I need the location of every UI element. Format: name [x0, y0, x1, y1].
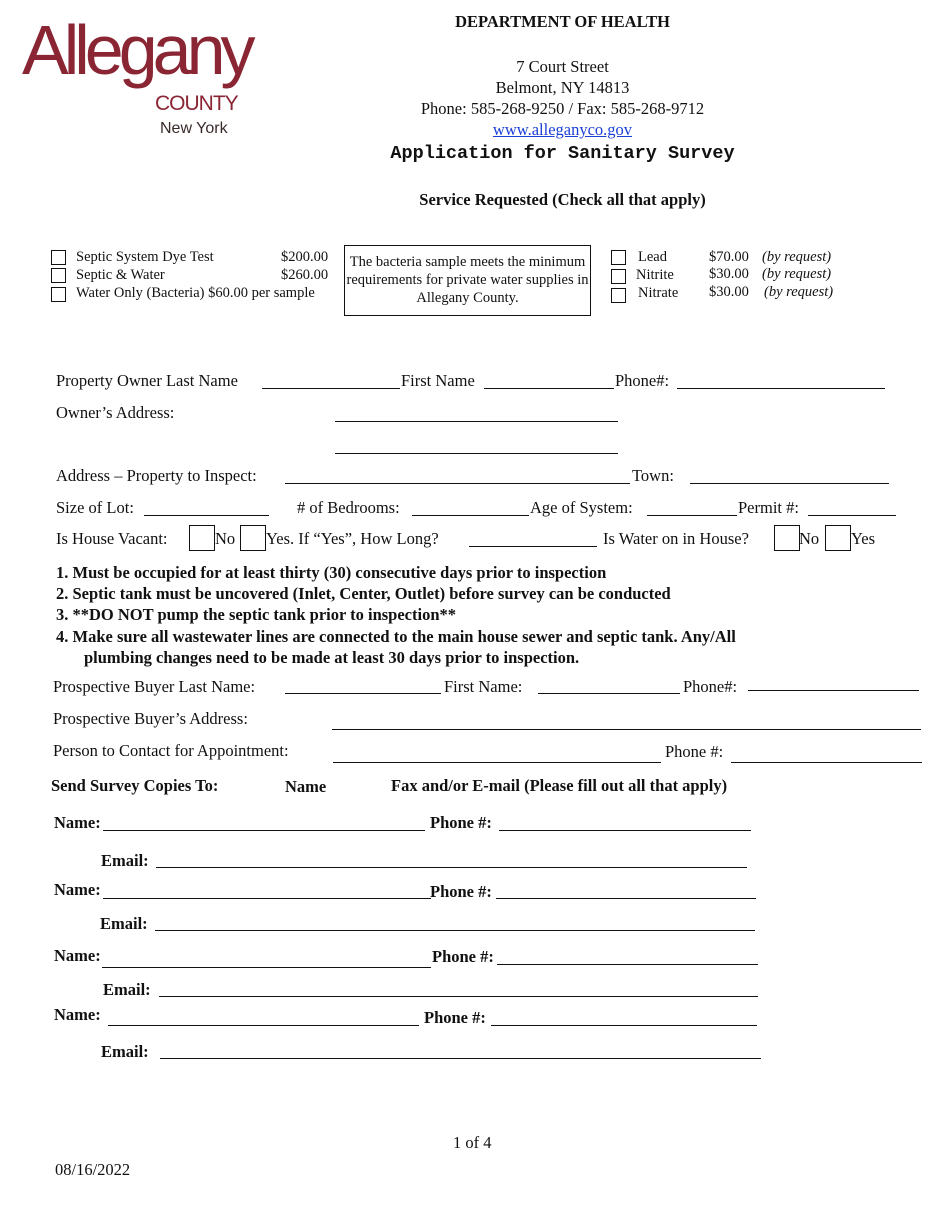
recipient-3-email-label: Email: — [103, 980, 151, 999]
requirement-4-continued: plumbing changes need to be made at least 30 days prior to inspection. — [84, 648, 580, 667]
buyer-first-name-label: First Name: — [444, 677, 523, 696]
permit-label: Permit #: — [738, 498, 799, 517]
recipient-1-phone-field[interactable] — [499, 830, 751, 831]
recipient-1-phone-label: Phone #: — [430, 813, 492, 832]
buyer-last-name-field[interactable] — [285, 693, 441, 694]
service-nitrite-label: Nitrite — [636, 267, 674, 283]
owner-last-name-label: Property Owner Last Name — [56, 371, 238, 390]
service-septic-water-label: Septic & Water — [76, 267, 165, 283]
department-name: DEPARTMENT OF HEALTH — [455, 12, 670, 31]
recipient-2-name-label: Name: — [54, 880, 101, 899]
bedrooms-label: # of Bedrooms: — [297, 498, 400, 517]
recipient-2-email-field[interactable] — [155, 930, 755, 931]
send-copies-heading: Send Survey Copies To: — [51, 776, 219, 795]
service-heading: Service Requested (Check all that apply) — [419, 190, 706, 209]
recipient-3-phone-label: Phone #: — [432, 947, 494, 966]
buyer-last-name-label: Prospective Buyer Last Name: — [53, 677, 256, 696]
recipient-3-email-field[interactable] — [159, 996, 758, 997]
permit-field[interactable] — [808, 515, 896, 516]
vacant-label: Is House Vacant: — [56, 529, 168, 548]
service-nitrite-price: $30.00 — [709, 266, 749, 282]
recipient-4-phone-label: Phone #: — [424, 1008, 486, 1027]
water-on-label: Is Water on in House? — [603, 529, 749, 548]
copies-fax-column: Fax and/or E-mail (Please fill out all that apply) — [391, 776, 728, 795]
town-label: Town: — [632, 466, 674, 485]
contact-phone-label: Phone #: — [665, 742, 724, 761]
recipient-4-phone-field[interactable] — [491, 1025, 757, 1026]
requirement-2: 2. Septic tank must be uncovered (Inlet, Center, Outlet) before survey can be conducted — [56, 584, 671, 603]
recipient-4-email-field[interactable] — [160, 1058, 761, 1059]
logo-county: COUNTY — [155, 92, 238, 115]
buyer-first-name-field[interactable] — [538, 693, 680, 694]
recipient-4-name-label: Name: — [54, 1005, 101, 1024]
service-lead-note: (by request) — [762, 249, 832, 265]
service-nitrite-note: (by request) — [762, 266, 832, 282]
vacant-duration-field[interactable] — [469, 546, 597, 547]
contact-phone-field[interactable] — [731, 762, 922, 763]
property-address-field[interactable] — [285, 483, 630, 484]
bacteria-note-box — [344, 245, 591, 316]
buyer-phone-label: Phone#: — [683, 677, 738, 696]
town-field[interactable] — [690, 483, 889, 484]
owner-first-name-label: First Name — [401, 371, 475, 390]
page-number: 1 of 4 — [453, 1133, 492, 1152]
buyer-phone-field[interactable] — [748, 690, 919, 691]
property-address-label: Address – Property to Inspect: — [56, 466, 257, 485]
owner-address-field-2[interactable] — [335, 453, 618, 454]
buyer-address-field[interactable] — [332, 729, 921, 730]
service-dye-test-label: Septic System Dye Test — [76, 249, 214, 265]
buyer-address-label: Prospective Buyer’s Address: — [53, 709, 248, 728]
recipient-2-phone-label: Phone #: — [430, 882, 492, 901]
contact-person-label: Person to Contact for Appointment: — [53, 741, 289, 760]
owner-address-field-1[interactable] — [335, 421, 618, 422]
service-water-only-label: Water Only (Bacteria) $60.00 per sample — [76, 285, 315, 301]
owner-first-name-field[interactable] — [484, 388, 614, 389]
contact-phone-fax: Phone: 585-268-9250 / Fax: 585-268-9712 — [420, 99, 705, 118]
checkbox-lead[interactable] — [611, 250, 626, 265]
address-city: Belmont, NY 14813 — [495, 78, 630, 97]
age-system-field[interactable] — [647, 515, 737, 516]
owner-last-name-field[interactable] — [262, 388, 400, 389]
service-nitrate-label: Nitrate — [638, 285, 679, 301]
recipient-2-email-label: Email: — [100, 914, 148, 933]
vacant-yes-checkbox[interactable] — [240, 525, 266, 551]
service-lead-label: Lead — [638, 249, 667, 265]
copies-name-column: Name — [285, 777, 327, 796]
vacant-yes-how-long-label: Yes. If “Yes”, How Long? — [266, 529, 439, 548]
requirement-4: 4. Make sure all wastewater lines are connected to the main house sewer and septic tank. Any/All — [56, 627, 736, 646]
requirement-1: 1. Must be occupied for at least thirty (30) consecutive days prior to inspection — [56, 563, 607, 582]
checkbox-dye-test[interactable] — [51, 250, 66, 265]
service-lead-price: $70.00 — [709, 249, 749, 265]
checkbox-water-only[interactable] — [51, 287, 66, 302]
recipient-1-email-label: Email: — [101, 851, 149, 870]
checkbox-septic-water[interactable] — [51, 268, 66, 283]
service-nitrate-note: (by request) — [764, 284, 834, 300]
logo-word: Allegany — [22, 11, 251, 89]
vacant-no-label: No — [215, 529, 236, 548]
bedrooms-field[interactable] — [412, 515, 529, 516]
water-yes-label: Yes — [851, 529, 876, 548]
address-street: 7 Court Street — [516, 57, 609, 76]
requirement-3: 3. **DO NOT pump the septic tank prior to inspection** — [56, 605, 457, 624]
bacteria-note-text: The bacteria sample meets the minimum requirements for private water supplies in Allegany County. — [346, 254, 589, 306]
recipient-3-name-label: Name: — [54, 946, 101, 965]
water-no-label: No — [799, 529, 820, 548]
recipient-3-name-field[interactable] — [102, 967, 431, 968]
owner-address-label: Owner’s Address: — [56, 403, 175, 422]
recipient-3-phone-field[interactable] — [497, 964, 758, 965]
checkbox-nitrite[interactable] — [611, 269, 626, 284]
service-nitrate-price: $30.00 — [709, 284, 749, 300]
checkbox-nitrate[interactable] — [611, 288, 626, 303]
recipient-1-email-field[interactable] — [156, 867, 747, 868]
page-title: Application for Sanitary Survey — [390, 143, 735, 164]
recipient-1-name-field[interactable] — [103, 830, 425, 831]
owner-phone-field[interactable] — [677, 388, 885, 389]
water-yes-checkbox[interactable] — [825, 525, 851, 551]
age-system-label: Age of System: — [530, 498, 633, 517]
vacant-no-checkbox[interactable] — [189, 525, 215, 551]
lot-size-label: Size of Lot: — [56, 498, 134, 517]
recipient-1-name-label: Name: — [54, 813, 101, 832]
water-no-checkbox[interactable] — [774, 525, 800, 551]
recipient-2-name-field[interactable] — [103, 898, 431, 899]
revision-date: 08/16/2022 — [55, 1160, 131, 1179]
logo-state: New York — [160, 120, 228, 137]
service-septic-water-price: $260.00 — [281, 267, 329, 283]
owner-phone-label: Phone#: — [615, 371, 670, 390]
lot-size-field[interactable] — [144, 515, 269, 516]
website-link[interactable]: www.alleganyco.gov — [492, 120, 633, 139]
recipient-4-email-label: Email: — [101, 1042, 149, 1061]
recipient-4-name-field[interactable] — [108, 1025, 419, 1026]
recipient-2-phone-field[interactable] — [496, 898, 756, 899]
service-dye-test-price: $200.00 — [281, 249, 329, 265]
county-logo — [22, 10, 262, 140]
contact-person-field[interactable] — [333, 762, 661, 763]
